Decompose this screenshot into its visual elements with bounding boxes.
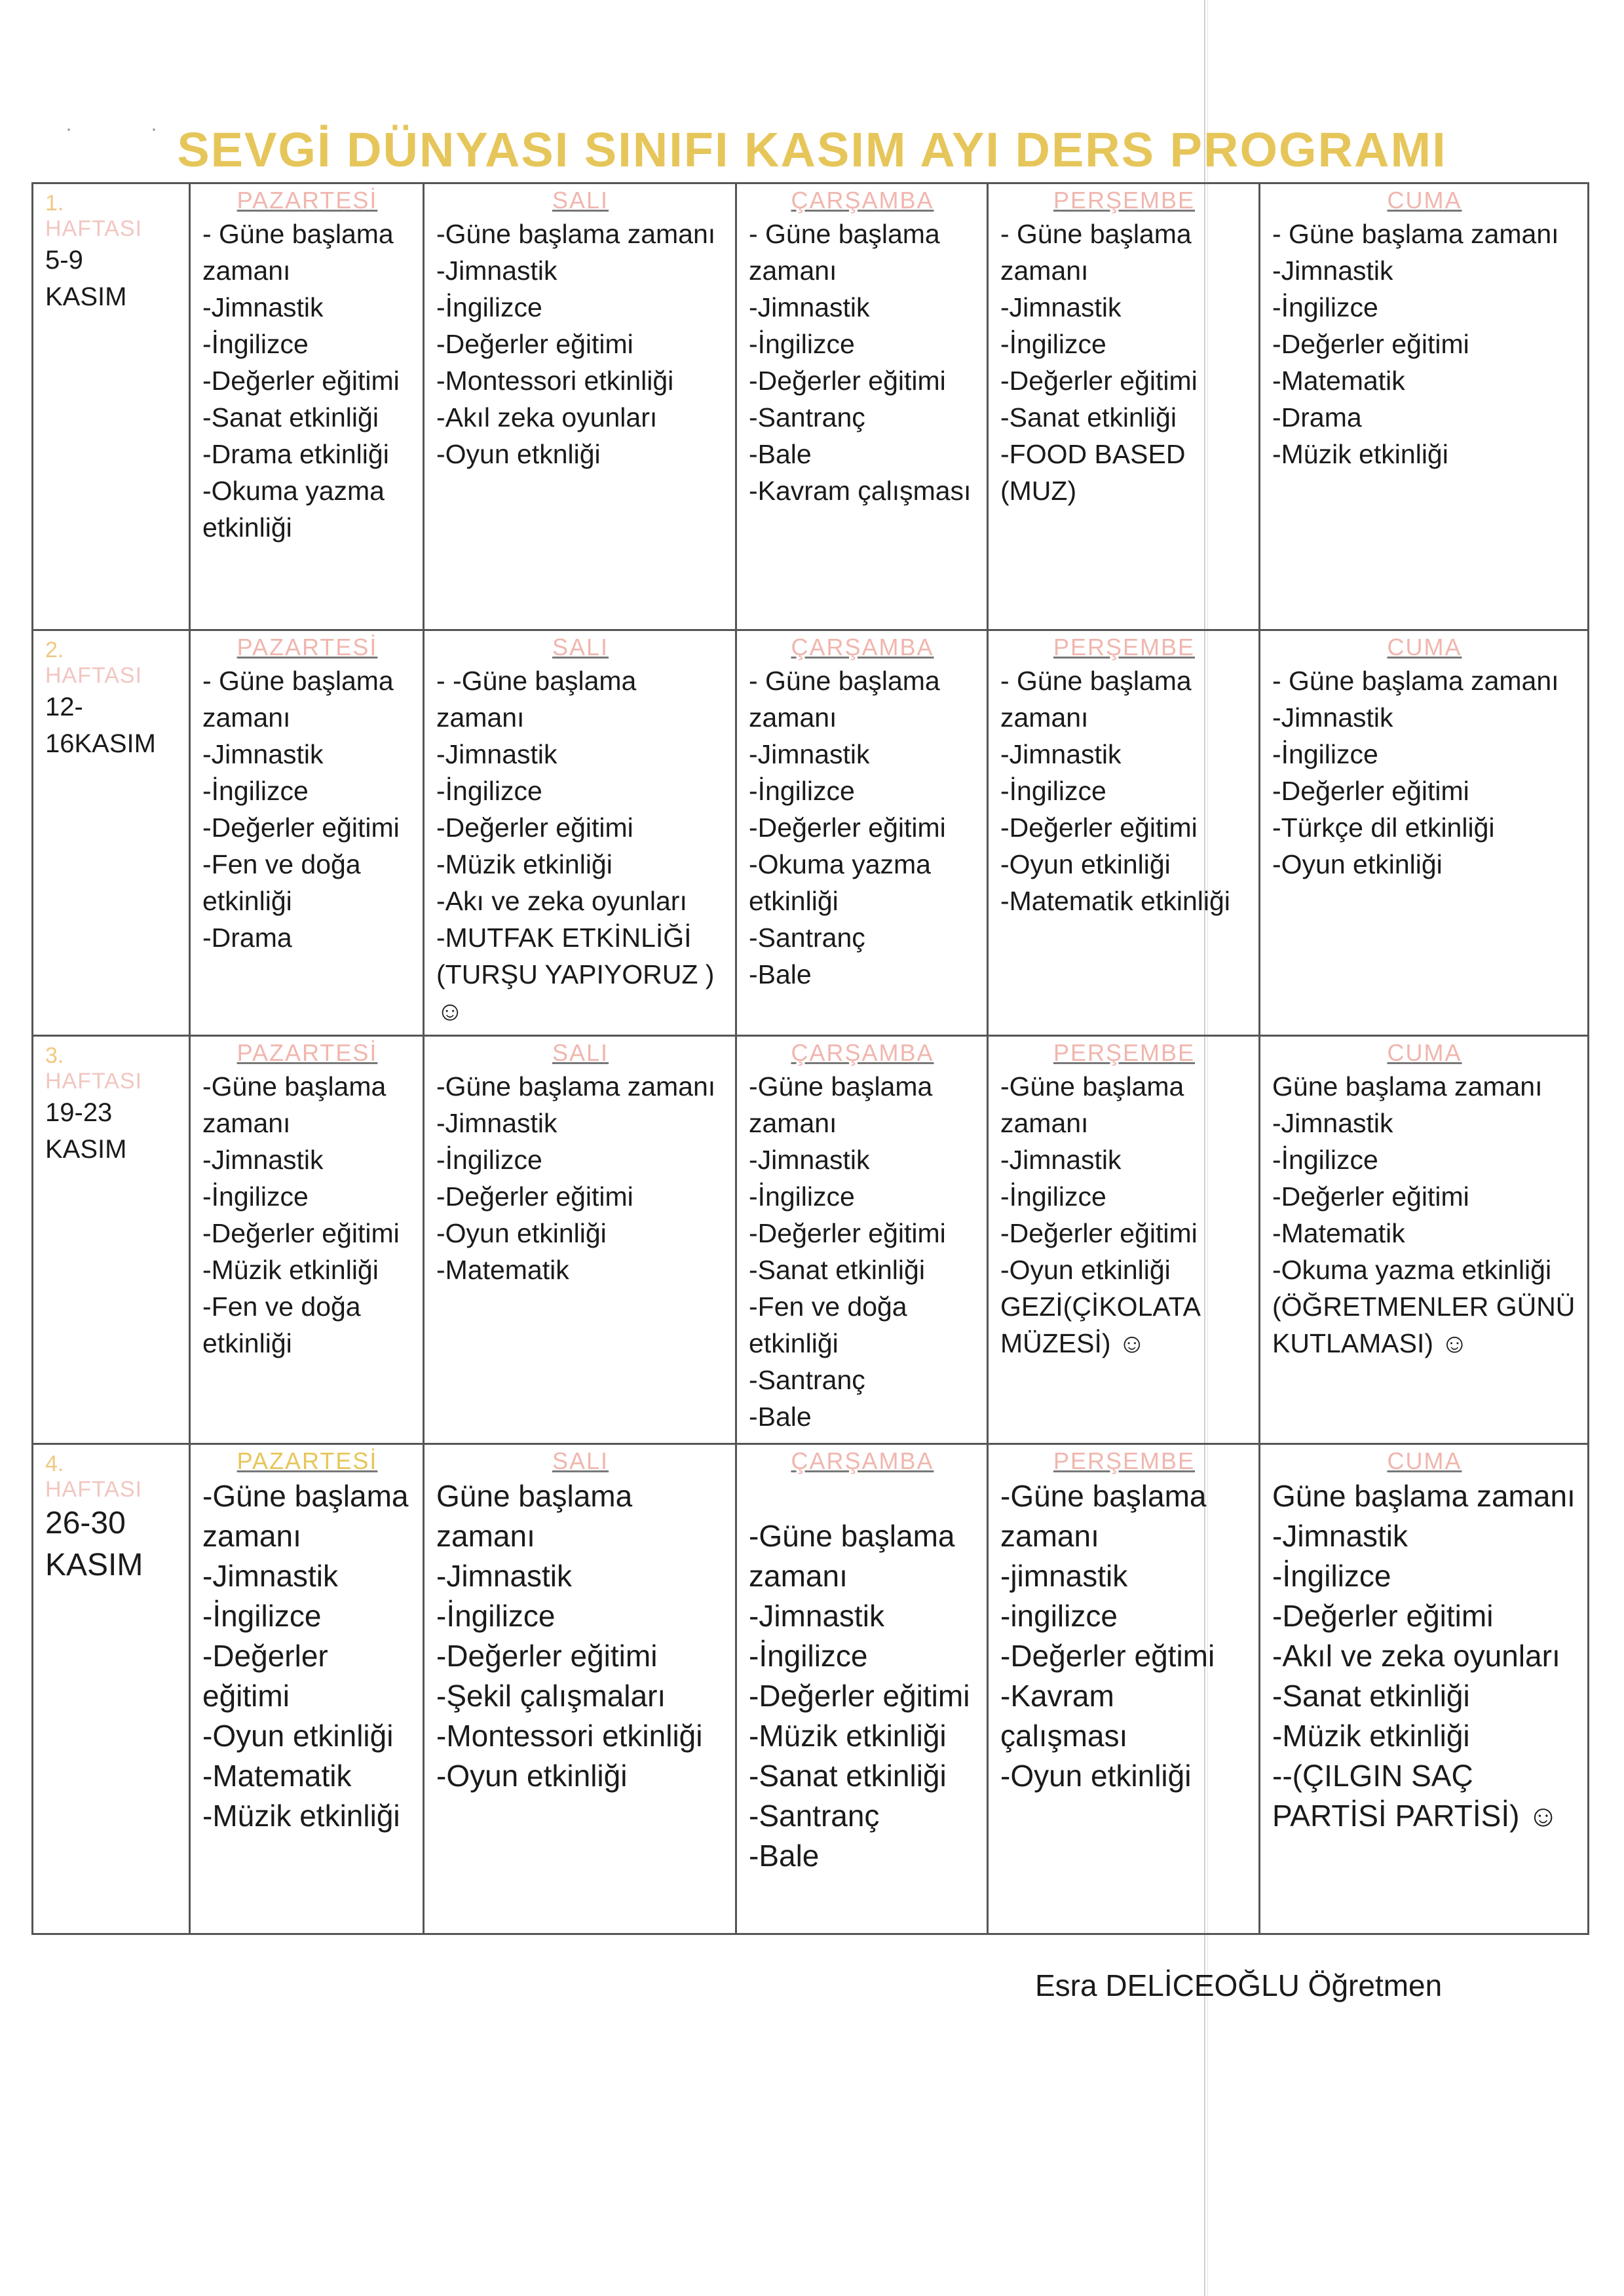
week-dates: KASIM xyxy=(45,1135,127,1164)
day-header: PERŞEMBE xyxy=(1053,187,1196,214)
activity-item: -İngilizce xyxy=(749,1181,855,1212)
activity-item: -Akı ve zeka oyunları xyxy=(436,886,687,916)
activity-item: -İngilizce xyxy=(436,292,542,322)
day-header: PERŞEMBE xyxy=(1053,634,1196,660)
activity-item: -Oyun etkinliği xyxy=(202,1719,394,1753)
activity-item: -Değerler eğitimi xyxy=(436,1181,633,1212)
week-dates: KASIM xyxy=(45,282,127,311)
activity-item: -Jimnastik xyxy=(749,292,870,322)
activity-item: -İngilizce xyxy=(749,1639,868,1673)
day-cell xyxy=(190,1444,424,1934)
activity-item: -Güne başlama zamanı xyxy=(1000,1479,1207,1553)
week-dates: 16KASIM xyxy=(45,729,156,758)
activity-list xyxy=(202,1068,412,1362)
page-title: SEVGİ DÜNYASI SINIFI KASIM AYI DERS PROGRAMI xyxy=(177,123,1447,177)
activity-item: -Fen ve doğa etkinliği xyxy=(202,1292,361,1358)
activity-item: -Matematik etkinliği xyxy=(1000,886,1230,916)
activity-item: - Güne başlama zamanı xyxy=(202,666,394,733)
activity-list xyxy=(202,1476,412,1836)
activity-item: Güne başlama zamanı xyxy=(1272,1479,1576,1513)
activity-item: -Akıl zeka oyunları xyxy=(436,402,658,432)
activity-item: -Jimnastik xyxy=(1000,292,1122,322)
day-header: PAZARTESİ xyxy=(236,634,378,660)
activity-item: -Bale xyxy=(749,1402,812,1432)
activity-item: -Jimnastik xyxy=(436,739,557,769)
day-header: CUMA xyxy=(1387,1447,1462,1474)
activity-item: -Sanat etkinliği xyxy=(749,1255,925,1285)
activity-item: -İngilizce xyxy=(436,1145,542,1175)
activity-item: -İngilizce xyxy=(202,776,309,806)
week-number: 1. xyxy=(45,191,64,216)
activity-item: -Değerler eğitimi xyxy=(749,813,946,843)
day-header: SALI xyxy=(552,187,609,214)
day-cell xyxy=(988,630,1260,1036)
day-header: ÇARŞAMBA xyxy=(791,1447,934,1474)
day-header: ÇARŞAMBA xyxy=(791,1039,934,1066)
activity-item: -Sanat etkinliği xyxy=(749,1759,947,1793)
activity-item: -Türkçe dil etkinliği xyxy=(1272,813,1495,843)
activity-item: -İngilizce xyxy=(1272,1145,1378,1175)
activity-list xyxy=(436,662,725,1029)
activity-item: - -Güne başlama zamanı xyxy=(436,666,637,733)
activity-item: - Güne başlama zamanı xyxy=(749,666,940,733)
activity-item: -Jimnastik xyxy=(202,292,324,322)
day-header: CUMA xyxy=(1387,187,1462,214)
activity-list xyxy=(1272,216,1577,472)
activity-item: -Müzik etkinliği xyxy=(1272,1719,1470,1753)
activity-item: -Santranç xyxy=(749,923,865,953)
activity-item: -Fen ve doğa etkinliği xyxy=(202,849,361,916)
activity-item: -İngilizce xyxy=(202,1599,322,1633)
activity-item: -Oyun etkinliği xyxy=(1000,1759,1192,1793)
activity-item: -Matematik xyxy=(1272,1218,1405,1248)
day-header: PERŞEMBE xyxy=(1053,1039,1196,1066)
activity-item: -Fen ve doğa etkinliği xyxy=(749,1292,907,1358)
activity-item: -Oyun etkinliği xyxy=(436,1218,607,1248)
activity-item: -Drama xyxy=(202,923,292,953)
activity-item: -Santranç xyxy=(749,1799,880,1833)
activity-item: -Jimnastik xyxy=(1272,1519,1408,1553)
activity-item: -Matematik xyxy=(436,1255,569,1285)
activity-item: -Jimnastik xyxy=(1272,256,1393,286)
activity-item: -MUTFAK ETKİNLİĞİ (TURŞU YAPIYORUZ )☺ xyxy=(436,923,715,1026)
activity-item: -Matematik xyxy=(1272,366,1405,396)
activity-item: -Değerler eğitimi xyxy=(202,813,400,843)
week-row xyxy=(33,630,1589,1036)
activity-item: -Jimnastik xyxy=(436,1559,573,1593)
activity-item: - Güne başlama zamanı xyxy=(749,219,940,286)
week-label: HAFTASI xyxy=(45,1477,143,1502)
activity-item: -Okuma yazma etkinliği (ÖĞRETMENLER GÜNÜ KUTLAMASI) ☺ xyxy=(1272,1255,1576,1358)
activity-item: -Santranç xyxy=(749,1365,865,1395)
activity-item: -Güne başlama zamanı xyxy=(749,1071,933,1138)
activity-item: -Montessori etkinliği xyxy=(436,1719,703,1753)
activity-item: -Şekil çalışmaları xyxy=(436,1679,666,1713)
activity-item: -İngilizce xyxy=(1000,1181,1106,1212)
activity-item: -Müzik etkinliği xyxy=(202,1255,379,1285)
day-header: ÇARŞAMBA xyxy=(791,634,934,660)
activity-list xyxy=(749,216,976,509)
activity-item: -Okuma yazma etkinliği xyxy=(749,849,931,916)
activity-item: -İngilizce xyxy=(749,776,855,806)
activity-item: -Matematik xyxy=(202,1759,352,1793)
day-cell xyxy=(988,183,1260,630)
day-cell xyxy=(1260,183,1589,630)
day-cell xyxy=(190,1036,424,1444)
day-header: SALI xyxy=(552,1447,609,1474)
activity-item: -Değerler eğitimi xyxy=(1000,366,1198,396)
day-cell xyxy=(424,183,736,630)
activity-list xyxy=(1000,216,1248,509)
activity-list xyxy=(1000,1476,1248,1796)
day-cell xyxy=(736,183,988,630)
activity-item: -Değerler eğtimi xyxy=(1000,1639,1215,1673)
activity-item: -Değerler eğitimi xyxy=(749,1679,970,1713)
activity-item: -İngilizce xyxy=(436,1599,556,1633)
activity-item: -Müzik etkinliği xyxy=(436,849,613,879)
activity-item: -Oyun etkinliği xyxy=(1272,849,1443,879)
activity-item: -Güne başlama zamanı xyxy=(1000,1071,1184,1138)
activity-item: -Jimnastik xyxy=(1000,739,1122,769)
week-label: HAFTASI xyxy=(45,663,143,688)
activity-list xyxy=(202,662,412,956)
week-dates: 5-9 xyxy=(45,246,83,275)
day-cell xyxy=(736,1036,988,1444)
day-cell xyxy=(424,630,736,1036)
activity-item: -Bale xyxy=(749,959,812,989)
activity-list xyxy=(436,216,725,472)
day-header: CUMA xyxy=(1387,634,1462,660)
activity-item: -İngilizce xyxy=(1000,776,1106,806)
activity-item: -Müzik etkinliği xyxy=(749,1719,947,1753)
week-cell xyxy=(33,1444,190,1934)
activity-item: -Oyun etkinliği xyxy=(436,1759,628,1793)
activity-item: -Oyun etkinliği xyxy=(1000,1255,1171,1285)
day-cell xyxy=(424,1444,736,1934)
activity-item: -İngilizce xyxy=(1272,1559,1391,1593)
activity-item: -Değerler eğitimi xyxy=(436,1639,658,1673)
activity-item: - Güne başlama zamanı xyxy=(1000,666,1192,733)
activity-item: -Bale xyxy=(749,1839,820,1873)
scan-specks: ·​· xyxy=(66,118,236,140)
week-number: 2. xyxy=(45,638,64,662)
week-row xyxy=(33,183,1589,630)
activity-list xyxy=(1000,1068,1248,1362)
activity-item: Güne başlama zamanı xyxy=(1272,1071,1543,1101)
activity-list xyxy=(1272,1476,1577,1836)
day-cell xyxy=(190,183,424,630)
activity-item: -Jimnastik xyxy=(749,739,870,769)
activity-list xyxy=(749,1068,976,1435)
activity-list xyxy=(1272,1068,1577,1362)
activity-item: - Güne başlama zamanı xyxy=(1272,219,1559,249)
activity-item: -FOOD BASED (MUZ) xyxy=(1000,439,1186,506)
activity-item: -Oyun etkinliği xyxy=(1000,849,1171,879)
signature: Esra DELİCEOĞLU Öğretmen xyxy=(1035,1968,1443,2002)
activity-item: - Güne başlama zamanı xyxy=(1000,219,1192,286)
activity-item: -Kavram çalışması xyxy=(1000,1679,1128,1753)
day-cell xyxy=(736,1444,988,1934)
activity-item: -Okuma yazma etkinliği xyxy=(202,476,385,543)
week-number: 4. xyxy=(45,1451,64,1476)
activity-item: -Müzik etkinliği xyxy=(1272,439,1448,469)
week-dates: 12- xyxy=(45,693,83,721)
activity-item: -Jimnastik xyxy=(436,256,557,286)
activity-item: -Değerler eğitimi xyxy=(1272,776,1469,806)
week-label: HAFTASI xyxy=(45,1069,143,1094)
activity-item: -Müzik etkinliği xyxy=(202,1799,400,1833)
day-cell xyxy=(988,1444,1260,1934)
activity-item: -Değerler eğitimi xyxy=(202,366,400,396)
week-label: HAFTASI xyxy=(45,216,143,241)
day-header: PAZARTESİ xyxy=(236,1447,378,1474)
week-cell xyxy=(33,183,190,630)
activity-item: -Değerler eğitimi xyxy=(749,366,946,396)
activity-item: -İngilizce xyxy=(749,329,855,359)
activity-item: -Jimnastik xyxy=(749,1145,870,1175)
activity-item: -Jimnastik xyxy=(202,1145,324,1175)
activity-item: -Drama etkinliği xyxy=(202,439,389,469)
activity-item: -Değerler eğitimi xyxy=(1272,329,1469,359)
activity-item: -İngilizce xyxy=(1272,739,1378,769)
day-cell xyxy=(1260,1444,1589,1934)
activity-item: -Güne başlama zamanı xyxy=(202,1071,387,1138)
activity-item: --(ÇILGIN SAÇ PARTİSİ PARTİSİ) ☺ xyxy=(1272,1759,1559,1833)
activity-list xyxy=(749,1476,976,1876)
day-cell xyxy=(190,630,424,1036)
activity-item: -Jimnastik xyxy=(749,1599,885,1633)
activity-item: -Değerler eğitimi xyxy=(1000,813,1198,843)
activity-item: -jimnastik xyxy=(1000,1559,1128,1593)
activity-item: -Değerler eğitimi xyxy=(1000,1218,1198,1248)
activity-item: -İngilizce xyxy=(436,776,542,806)
activity-item: -Jimnastik xyxy=(202,739,324,769)
day-header: PAZARTESİ xyxy=(236,187,378,214)
week-dates: 19-23 xyxy=(45,1098,113,1127)
day-header: ÇARŞAMBA xyxy=(791,187,934,214)
activity-item: -Güne başlama zamanı xyxy=(749,1519,955,1593)
activity-item: - Güne başlama zamanı xyxy=(1272,666,1559,696)
activity-item: -İngilizce xyxy=(1000,329,1106,359)
activity-item: -Drama xyxy=(1272,402,1362,432)
day-cell xyxy=(424,1036,736,1444)
day-cell xyxy=(736,630,988,1036)
activity-list xyxy=(1272,662,1577,883)
activity-item: -Güne başlama zamanı xyxy=(436,1071,716,1101)
activity-list xyxy=(436,1476,725,1796)
week-row xyxy=(33,1444,1589,1934)
day-header: SALI xyxy=(552,1039,609,1066)
day-header: PERŞEMBE xyxy=(1053,1447,1196,1474)
activity-item: -Oyun etknliği xyxy=(436,439,601,469)
activity-item: -İngilizce xyxy=(202,1181,309,1212)
activity-list xyxy=(749,662,976,993)
activity-item: -Akıl ve zeka oyunları xyxy=(1272,1639,1560,1673)
activity-item: -Değerler eğitimi xyxy=(1272,1599,1494,1633)
activity-item: -Değerler eğitimi xyxy=(436,329,633,359)
day-header: SALI xyxy=(552,634,609,660)
schedule-table xyxy=(31,182,1589,1935)
activity-item: -Jimnastik xyxy=(202,1559,339,1593)
day-header: CUMA xyxy=(1387,1039,1462,1066)
activity-item xyxy=(749,1476,976,1516)
activity-item: - Güne başlama zamanı xyxy=(202,219,394,286)
activity-list xyxy=(1000,662,1248,919)
week-cell xyxy=(33,1036,190,1444)
activity-item: -ingilizce xyxy=(1000,1599,1118,1633)
activity-item: -Değerler eğitimi xyxy=(749,1218,946,1248)
activity-list xyxy=(436,1068,725,1288)
activity-item: -Bale xyxy=(749,439,812,469)
activity-item: -Jimnastik xyxy=(1000,1145,1122,1175)
activity-item: -Değerler eğitimi xyxy=(202,1218,400,1248)
activity-item: -Sanat etkinliği xyxy=(202,402,379,432)
week-cell xyxy=(33,630,190,1036)
activity-item: GEZİ(ÇİKOLATA MÜZESİ) ☺ xyxy=(1000,1292,1199,1358)
week-dates: 26-30 xyxy=(45,1506,126,1540)
activity-item: -Kavram çalışması xyxy=(749,476,972,506)
activity-item: -Sanat etkinliği xyxy=(1272,1679,1470,1713)
activity-item: -Değerler eğitimi xyxy=(202,1639,328,1713)
activity-item: -Jimnastik xyxy=(1272,1108,1393,1138)
activity-item: -Güne başlama zamanı xyxy=(202,1479,409,1553)
activity-item: Güne başlama zamanı xyxy=(436,1479,633,1553)
day-cell xyxy=(1260,1036,1589,1444)
activity-list xyxy=(202,216,412,546)
day-cell xyxy=(988,1036,1260,1444)
activity-item: -Değerler eğitimi xyxy=(1272,1181,1469,1212)
week-row xyxy=(33,1036,1589,1444)
activity-item: -Jimnastik xyxy=(1272,702,1393,733)
activity-item: -Güne başlama zamanı xyxy=(436,219,716,249)
activity-item: -İngilizce xyxy=(202,329,309,359)
week-number: 3. xyxy=(45,1043,64,1068)
day-cell xyxy=(1260,630,1589,1036)
activity-item: -Değerler eğitimi xyxy=(436,813,633,843)
activity-item: -Santranç xyxy=(749,402,865,432)
day-header: PAZARTESİ xyxy=(236,1039,378,1066)
week-dates: KASIM xyxy=(45,1548,143,1582)
activity-item: -İngilizce xyxy=(1272,292,1378,322)
activity-item: -Montessori etkinliği xyxy=(436,366,674,396)
activity-item: -Jimnastik xyxy=(436,1108,557,1138)
activity-item: -Sanat etkinliği xyxy=(1000,402,1177,432)
